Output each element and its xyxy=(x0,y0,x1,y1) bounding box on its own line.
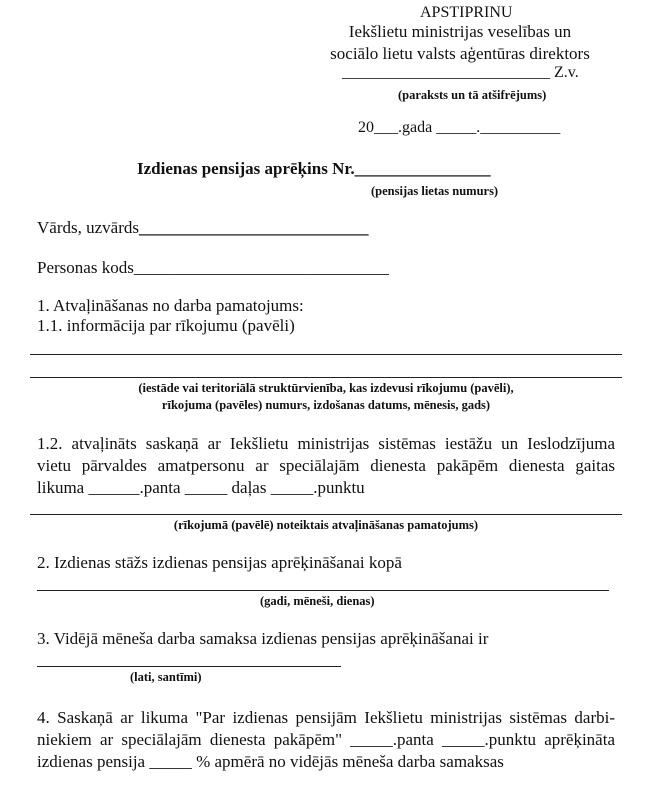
name-field xyxy=(37,218,368,238)
section-4-line-1: 4. Saskaņā ar likuma "Par izdienas pensijām Iekšlietu ministrijas sistēmas darbi- xyxy=(37,708,615,727)
dismissal-basis-line xyxy=(30,514,622,515)
section-1-1-label: 1.1. informācija par rīkojumu (pavēli) xyxy=(37,316,295,335)
order-info-caption-1: (iestāde vai teritoriālā struktūrvienība, kas izdevusi rīkojumu (pavēli), xyxy=(138,381,514,395)
average-salary-line xyxy=(37,666,341,667)
personal-code-blank: ______________________________ xyxy=(133,258,389,277)
date-line: 20___.gada _____.__________ xyxy=(358,119,561,136)
name-blank: ___________________________ xyxy=(138,218,369,237)
personal-code-label: Personas kods xyxy=(37,258,134,277)
section-1-2-line-2: vietu pārvaldes amatpersonu ar speciālajām dienesta pakāpēm dienesta gaitas xyxy=(37,456,615,475)
signature-line: __________________________ Z.v. xyxy=(342,64,579,81)
form-number-blank: ________________ xyxy=(354,159,491,178)
form-title-text: Izdienas pensijas aprēķins Nr. xyxy=(137,159,355,178)
form-title xyxy=(137,159,491,179)
approval-line-2: sociālo lietu valsts aģentūras direktors xyxy=(330,44,590,63)
section-1-2-line-3: likuma ______.panta _____ daļas _____.punktu xyxy=(37,478,365,497)
service-length-caption: (gadi, mēneši, dienas) xyxy=(260,594,375,608)
section-2-text: 2. Izdienas stāžs izdienas pensijas aprēķināšanai kopā xyxy=(37,553,402,572)
order-info-line-2 xyxy=(30,377,622,378)
section-3-text: 3. Vidējā mēneša darba samaksa izdienas pensijas aprēķināšanai ir xyxy=(37,629,489,648)
average-salary-caption: (lati, santīmi) xyxy=(130,670,202,684)
approval-title: APSTIPRINU xyxy=(420,4,513,21)
section-1-2-line-1: 1.2. atvaļināts saskaņā ar Iekšlietu ministrijas sistēmas iestāžu un Ieslodzījuma xyxy=(37,434,615,453)
form-number-caption: (pensijas lietas numurs) xyxy=(371,184,499,198)
order-info-line-1 xyxy=(30,354,622,355)
section-4-line-3: izdienas pensija _____ % apmērā no vidējās mēneša darba samaksas xyxy=(37,752,504,771)
signature-caption: (paraksts un tā atšifrējums) xyxy=(398,88,547,102)
dismissal-basis-caption: (rīkojumā (pavēlē) noteiktais atvaļināšanas pamatojums) xyxy=(173,518,479,532)
section-4-line-2: niekiem ar speciālajām dienesta pakāpēm" _____.panta _____.punktu aprēķināta xyxy=(37,730,615,749)
section-1-heading: 1. Atvaļināšanas no darba pamatojums: xyxy=(37,296,304,315)
approval-line-1: Iekšlietu ministrijas veselības un xyxy=(348,22,572,41)
personal-code-field xyxy=(37,258,389,278)
name-label: Vārds, uzvārds xyxy=(37,218,139,237)
service-length-line xyxy=(37,590,609,591)
order-info-caption-2: rīkojuma (pavēles) numurs, izdošanas datums, mēnesis, gads) xyxy=(161,398,491,412)
